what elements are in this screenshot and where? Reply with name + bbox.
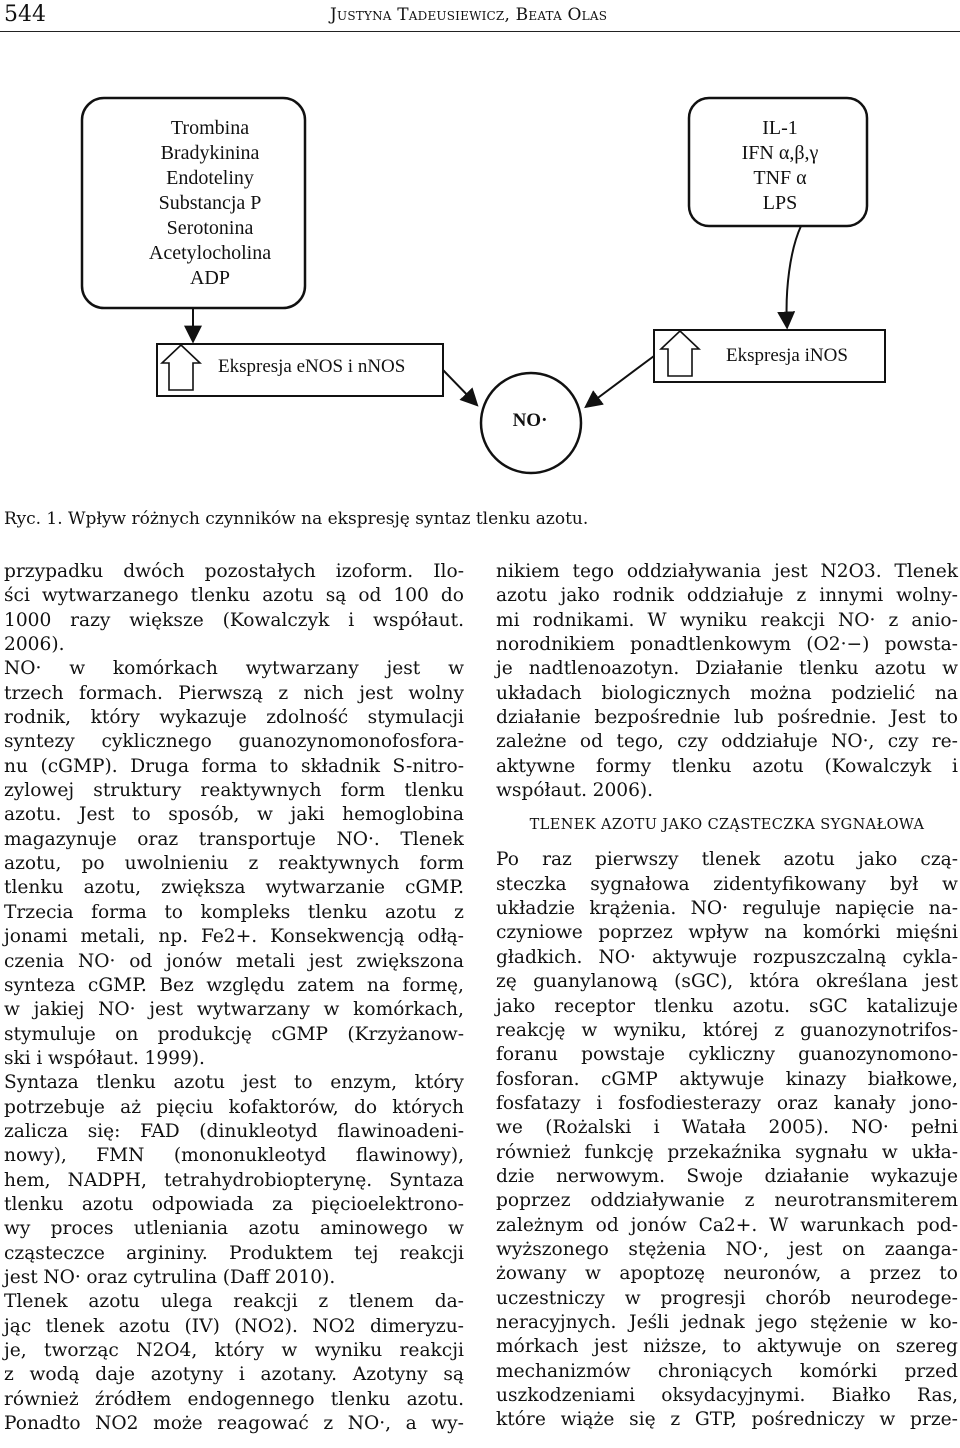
running-title: Justyna Tadeusiewicz, Beata Olas <box>330 5 608 25</box>
text-line: trzech formach. Pierwszą z nich jest wolny <box>4 682 464 704</box>
figure-caption: Ryc. 1. Wpływ różnych czynników na ekspresję syntaz tlenku azotu. <box>4 509 589 529</box>
text-line: rodnik, który wykazuje zdolność stymulacji <box>4 707 464 729</box>
text-line: Trzecia forma to kompleks tlenku azotu z <box>4 901 464 923</box>
factor-item: Substancja P <box>158 192 262 214</box>
right-factors-list <box>700 116 860 216</box>
left-text-column <box>4 560 464 1436</box>
right-text-column <box>496 560 958 1433</box>
text-line: nikiem tego oddziaływania jest N2O3. Tlenek <box>496 561 958 582</box>
text-line: jąc tlenek azotu (IV) (NO2). NO2 dimeryzu- <box>4 1315 464 1337</box>
text-line: zależnym od jonów Ca2+. W warunkach pod- <box>496 1214 958 1236</box>
right-expression-to-no-arrow <box>587 356 654 406</box>
text-line: cząsteczce argininy. Produktem tej reakcji <box>4 1242 464 1264</box>
text-line: foranu powstaje cykliczny guanozynomono- <box>496 1044 958 1066</box>
text-line: wy proces utleniania azotu aminowego w <box>4 1218 464 1240</box>
factor-item: Trombina <box>170 117 250 139</box>
text-line: magazynuje oraz transportuje NO·. Tlenek <box>4 828 464 850</box>
text-line: tlenku azotu odpowiada za pięcioelektrono- <box>4 1193 464 1215</box>
text-line: które wiąże się z GTP, pośredniczy w prze- <box>496 1409 958 1431</box>
left-up-arrow-icon <box>162 345 200 390</box>
text-line: stymuluje on produkcję cGMP (Krzyżanow- <box>4 1023 464 1045</box>
no-label: NO· <box>512 410 548 431</box>
text-line: synteza cGMP. Bez względu zatem na formę, <box>4 974 464 996</box>
section-heading: TLENEK AZOTU JAKO CZĄSTECZKA SYGNAŁOWA <box>529 817 925 834</box>
right-column-bottom-text <box>496 848 958 1432</box>
text-line: z wodą daje azotyny i azotany. Azotyny są <box>4 1364 464 1386</box>
text-line: mechanizmów chroniących komórki przed <box>496 1360 958 1382</box>
factor-item: LPS <box>762 192 798 214</box>
factor-item: Endoteliny <box>166 167 254 189</box>
text-line: w jakiej NO· jest wytwarzany w komórkach, <box>4 999 464 1021</box>
text-line: syntezy cyklicznego guanozynomonofosfora- <box>4 731 464 753</box>
text-line: azotu. Jest to sposób, w jaki hemoglobina <box>4 804 464 826</box>
text-line: Tlenek azotu ulega reakcji z tlenem da- <box>4 1291 464 1313</box>
text-line: reakcję w wyniku, której z guanozynotrifos- <box>496 1019 958 1041</box>
text-line: zylowej struktury reaktywnych form tlenku <box>4 780 464 802</box>
left-expression-label: Ekspresja eNOS i nNOS <box>218 356 406 377</box>
text-line: również źródłem endogennego tlenku azotu. <box>4 1388 464 1410</box>
right-column-top-text <box>496 560 958 803</box>
text-line: azotu, po uwolnieniu z reaktywnych form <box>4 853 464 875</box>
right-up-arrow-icon <box>661 331 699 376</box>
text-line: neracyjnych. Jeśli jednak jego stężenie w ko- <box>496 1311 958 1333</box>
page-number: 544 <box>4 2 46 27</box>
text-line: we (Rożalski i Watała 2005). NO· pełni <box>496 1117 958 1139</box>
text-line: tlenku azotu, zwiększa wytwarzanie cGMP. <box>4 877 464 899</box>
text-line: zę guanylanową (sGC), która określana jest <box>496 971 958 993</box>
text-line: układzie krążenia. NO· reguluje napięcie na- <box>496 898 958 920</box>
text-line: jako receptor tlenku azotu. sGC katalizuje <box>496 995 958 1017</box>
text-line: dzie nerwowym. Swoje działanie wykazuje <box>496 1165 958 1187</box>
text-line: uczestniczy w progresji chorób neurodege- <box>496 1287 958 1309</box>
text-line: ści wytwarzanego tlenku azotu są od 100 do <box>4 585 464 607</box>
text-line: aktywne formy tlenku azotu (Kowalczyk i <box>496 755 958 777</box>
left-expression-to-no-arrow <box>443 370 476 404</box>
text-line: uszkodzeniami oksydacyjnymi. Białko Ras, <box>496 1385 958 1406</box>
text-line: zależne od tego, czy oddziałuje NO·, czy re- <box>496 731 958 753</box>
text-line: jonami metali, np. Fe2+. Konsekwencją odłą- <box>4 926 464 948</box>
text-line: 2006). <box>4 634 65 656</box>
text-line: czenia NO· od jonów metali jest zwiększona <box>4 950 464 972</box>
text-line: Ponadto NO2 może reagować z NO·, a wy- <box>4 1413 464 1435</box>
text-line: fosforan. cGMP aktywuje kinazy białkowe, <box>496 1068 958 1090</box>
factor-item: TNF α <box>753 167 807 189</box>
factor-item: Bradykinina <box>160 142 260 164</box>
text-line: wyższonego stężenia NO·, jest on zaanga- <box>496 1238 958 1260</box>
text-line: azotu jako rodnik oddziałuje z innymi wolny- <box>496 585 958 607</box>
text-line: Po raz pierwszy tlenek azotu jako czą- <box>496 849 958 871</box>
text-line: je nadtlenoazotyn. Działanie tlenku azotu w <box>496 658 958 680</box>
text-line: Syntaza tlenku azotu jest to enzym, który <box>4 1072 464 1094</box>
text-line: je, tworząc N2O4, który w wyniku reakcji <box>4 1340 464 1361</box>
factor-item: IL-1 <box>762 117 798 139</box>
right-expression-label: Ekspresja iNOS <box>726 345 848 366</box>
text-line: zalicza się: FAD (dinukleotyd flawinoadeni- <box>4 1120 464 1142</box>
text-line: norodnikiem ponadtlenkowym (O2·−) powsta- <box>496 634 958 656</box>
factor-item: Acetylocholina <box>148 242 272 264</box>
text-line: nowy), FMN (mononukleotyd flawinowy), <box>4 1145 464 1167</box>
text-line: gładkich. NO· aktywuje rozpuszczalną cykla- <box>496 946 958 968</box>
text-line: NO· w komórkach wytwarzany jest w <box>4 658 464 680</box>
text-line: działanie bezpośrednie lub pośrednie. Jest to <box>496 707 958 729</box>
right-to-expression-arrow <box>787 226 801 326</box>
text-line: hem, NADPH, tetrahydrobiopterynę. Syntaza <box>4 1169 464 1191</box>
text-line: żowany w apoptozę neuronów, a przez to <box>496 1263 958 1285</box>
text-line: również funkcję przekaźnika sygnału w ukła- <box>496 1141 958 1163</box>
left-factors-list <box>110 116 310 291</box>
text-line: 1000 razy większe (Kowalczyk i współaut. <box>4 609 464 631</box>
text-line: steczka sygnałowa zidentyfikowany był w <box>496 873 958 895</box>
figure-diagram <box>0 0 960 510</box>
text-line: jest NO· oraz cytrulina (Daff 2010). <box>4 1266 336 1288</box>
factor-item: Serotonina <box>166 217 254 239</box>
text-line: potrzebuje aż pięciu kofaktorów, do których <box>4 1096 464 1118</box>
text-line: współaut. 2006). <box>496 780 654 802</box>
text-line: poprzez oddziaływanie z neurotransmiterem <box>496 1190 958 1212</box>
text-line: mórkach jest niższe, to aktywuje on szereg <box>496 1336 958 1358</box>
text-line: układach biologicznych można podzielić na <box>496 682 958 704</box>
text-line: nu (cGMP). Druga forma to składnik S-nitro- <box>4 755 464 777</box>
text-line: czyniowe poprzez wpływ na komórki mięśni <box>496 922 958 944</box>
factor-item: IFN α,β,γ <box>741 142 819 164</box>
text-line: ski i współaut. 1999). <box>4 1047 205 1069</box>
text-line: fosfatazy i fosfodiesterazy oraz kanały jono- <box>496 1092 958 1114</box>
factor-item: ADP <box>189 267 230 289</box>
text-line: mi rodnikami. W wyniku reakcji NO· z anio- <box>496 609 958 631</box>
text-line: przypadku dwóch pozostałych izoform. Ilo- <box>4 561 464 582</box>
